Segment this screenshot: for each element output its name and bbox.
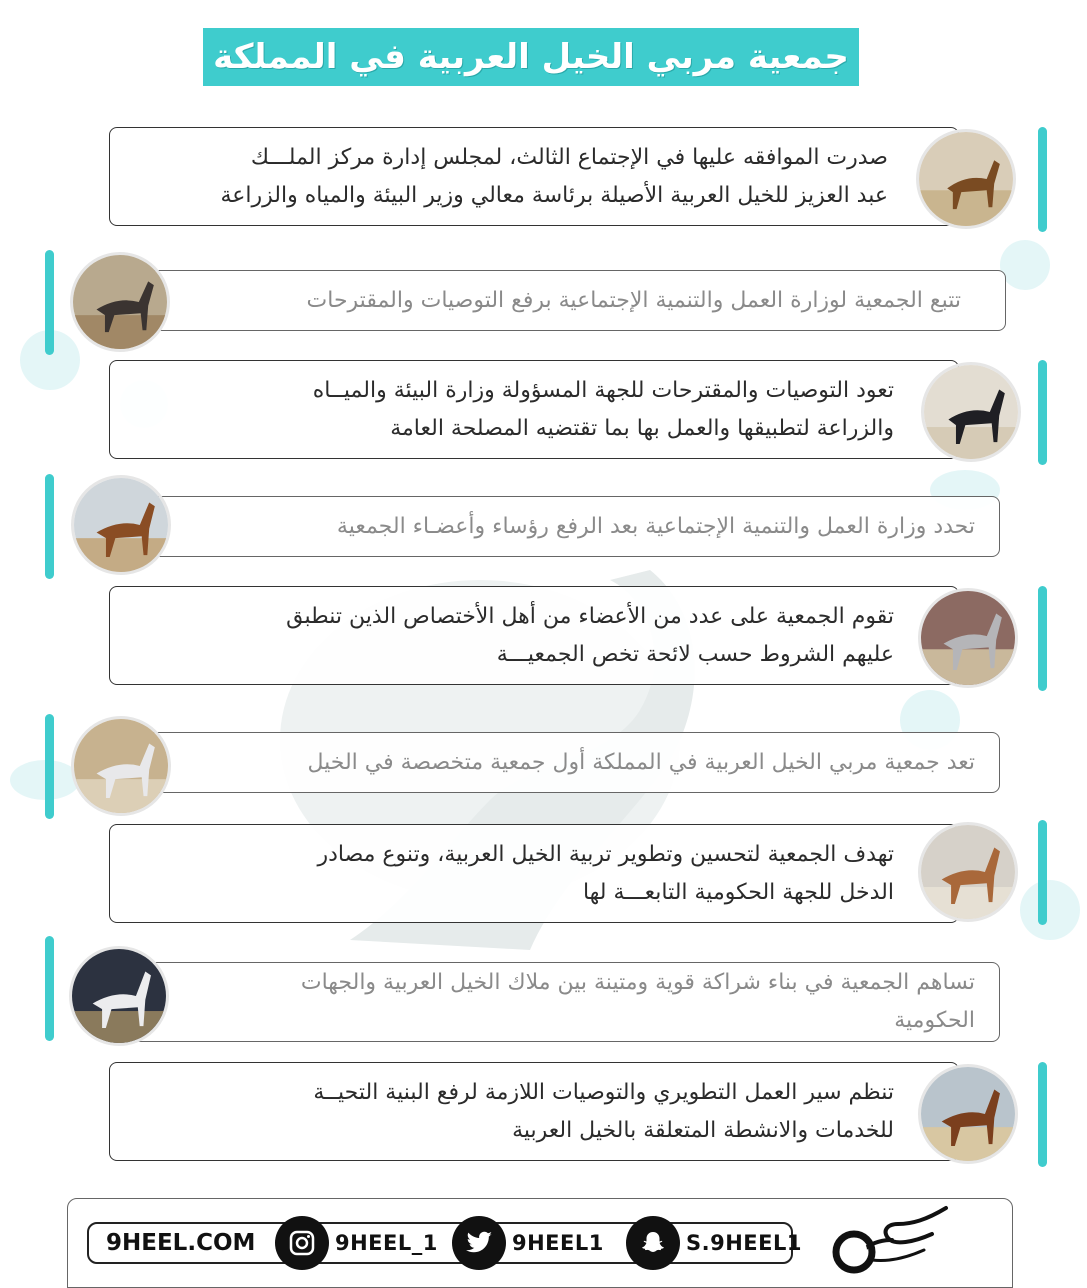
info-line: تعد جمعية مربي الخيل العربية في المملكة أول جمعية متخصصة في الخيل [307,749,975,775]
info-text [307,744,975,782]
horse-photo [918,588,1018,688]
info-text [313,1074,894,1150]
horse-photo [918,1064,1018,1164]
info-text [313,372,894,448]
accent-bar [45,474,54,579]
info-line: والزراعة لتطبيقها والعمل بها بما تقتضيه المصلحة العامة [390,415,894,441]
accent-bar [1038,586,1047,691]
info-line: تعود التوصيات والمقترحات للجهة المسؤولة وزارة البيئة والميــاه [312,377,894,403]
info-card [130,496,1000,557]
info-text [337,508,975,546]
info-card [109,586,959,685]
info-line: الحكومية [894,1008,975,1033]
accent-bar [45,936,54,1041]
instagram-icon [275,1216,329,1270]
info-card [109,1062,959,1161]
page-title: جمعية مربي الخيل العربية في المملكة [203,28,859,86]
horse-photo [69,946,169,1046]
twitter-label: 9HEEL1 [512,1231,604,1255]
horse-photo [70,252,170,352]
info-line: تساهم الجمعية في بناء شراكة قوية ومتينة بين ملاك الخيل العربية والجهات [300,970,975,995]
info-line: تقوم الجمعية على عدد من الأعضاء من أهل الأختصاص الذين تنطبق [286,603,894,629]
info-card [130,732,1000,793]
snapchat-handle[interactable] [626,1216,802,1270]
info-line: عبد العزيز للخيل العربية الأصيلة برئاسة معالي وزير البيئة والمياه والزراعة [220,182,888,208]
horse-photo [71,475,171,575]
info-line: عليهم الشروط حسب لائحة تخص الجمعيـــة [496,641,894,667]
accent-bar [1038,1062,1047,1167]
snapchat-icon [626,1216,680,1270]
snapchat-label: S.9HEEL1 [686,1231,802,1255]
accent-bar [45,714,54,819]
twitter-handle[interactable] [452,1216,604,1270]
horse-photo [71,716,171,816]
horse-photo [918,822,1018,922]
info-line: تنظم سير العمل التطويري والتوصيات اللازمة لرفع البنية التحيــة [313,1079,894,1105]
info-text [301,964,975,1040]
info-line: الدخل للجهة الحكومية التابعـــة لها [582,879,894,905]
website-link[interactable]: 9HEEL.COM [106,1230,256,1256]
info-card [109,127,959,226]
info-card [109,824,959,923]
instagram-handle[interactable] [275,1216,438,1270]
info-card [130,270,1006,331]
horse-photo [916,129,1016,229]
info-line: تهدف الجمعية لتحسين وتطوير تربية الخيل العربية، وتنوع مصادر [317,841,894,867]
info-text [286,598,894,674]
info-line: صدرت الموافقه عليها في الإجتماع الثالث، لمجلس إدارة مركز الملـــك [250,144,888,170]
info-text [221,139,889,215]
brand-logo [828,1200,958,1276]
accent-bar [1038,820,1047,925]
info-line: تحدد وزارة العمل والتنمية الإجتماعية بعد الرفع رؤساء وأعضـاء الجمعية [336,513,975,539]
horse-photo [921,362,1021,462]
info-card [109,360,959,459]
info-line: تتبع الجمعية لوزارة العمل والتنمية الإجتماعية برفع التوصيات والمقترحات [306,287,961,313]
instagram-label: 9HEEL_1 [335,1231,438,1255]
info-line: للخدمات والانشطة المتعلقة بالخيل العربية [512,1117,894,1143]
accent-bar [45,250,54,355]
accent-bar [1038,360,1047,465]
info-card [130,962,1000,1042]
background-splash [1020,880,1080,940]
twitter-icon [452,1216,506,1270]
background-splash [1000,240,1050,290]
accent-bar [1038,127,1047,232]
info-text [317,836,894,912]
info-text [307,282,961,320]
